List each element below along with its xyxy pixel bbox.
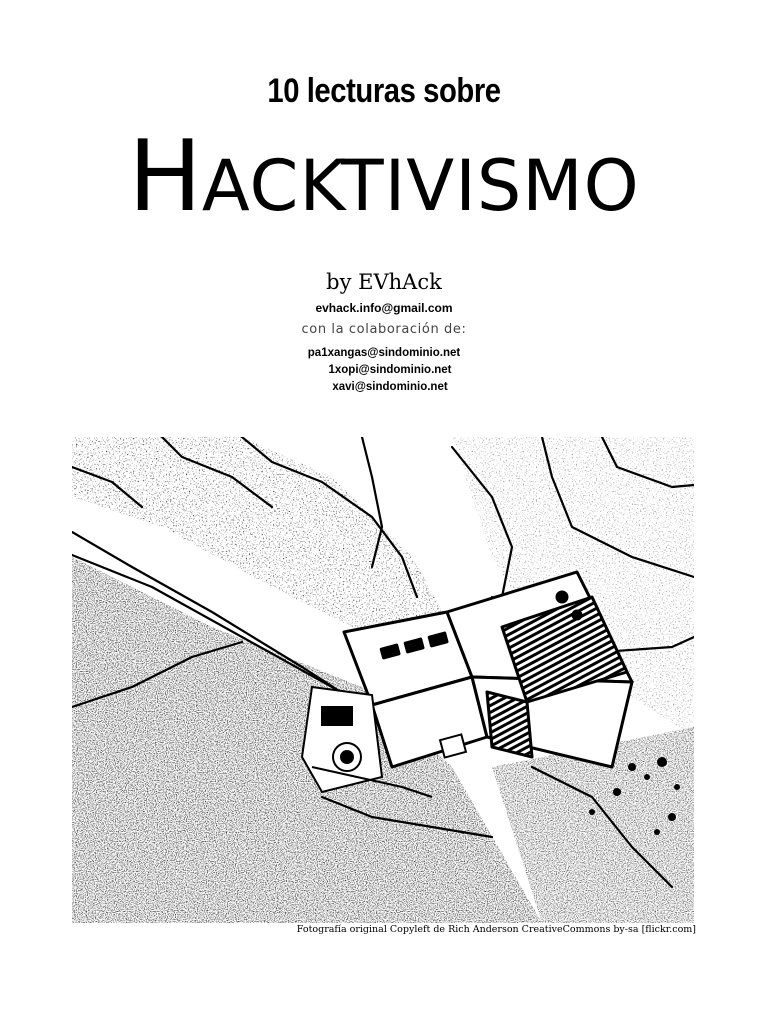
broken-computer-illustration xyxy=(72,437,694,923)
author-email[interactable]: evhack.info@gmail.com xyxy=(315,301,453,315)
cover-photo xyxy=(72,437,694,923)
collaborator-email[interactable]: pa1xangas@sindominio.net xyxy=(307,347,461,359)
photo-caption: Fotografía original Copyleft de Rich Anderson CreativeCommons by-sa [flickr.com] xyxy=(296,924,696,935)
cover-title xyxy=(0,120,768,234)
cover-subtitle: 10 lecturas sobre xyxy=(267,72,501,110)
collaborator-email[interactable]: xavi@sindominio.net xyxy=(332,381,448,393)
collaborator-email[interactable]: 1xopi@sindominio.net xyxy=(328,364,452,376)
collaborator-list xyxy=(0,345,768,396)
collaboration-label: con la colaboración de: xyxy=(301,322,467,337)
title-rest: ACKTIVISMO xyxy=(201,145,640,227)
title-initial: H xyxy=(128,120,202,234)
author-line: by EVhAck xyxy=(326,270,442,294)
